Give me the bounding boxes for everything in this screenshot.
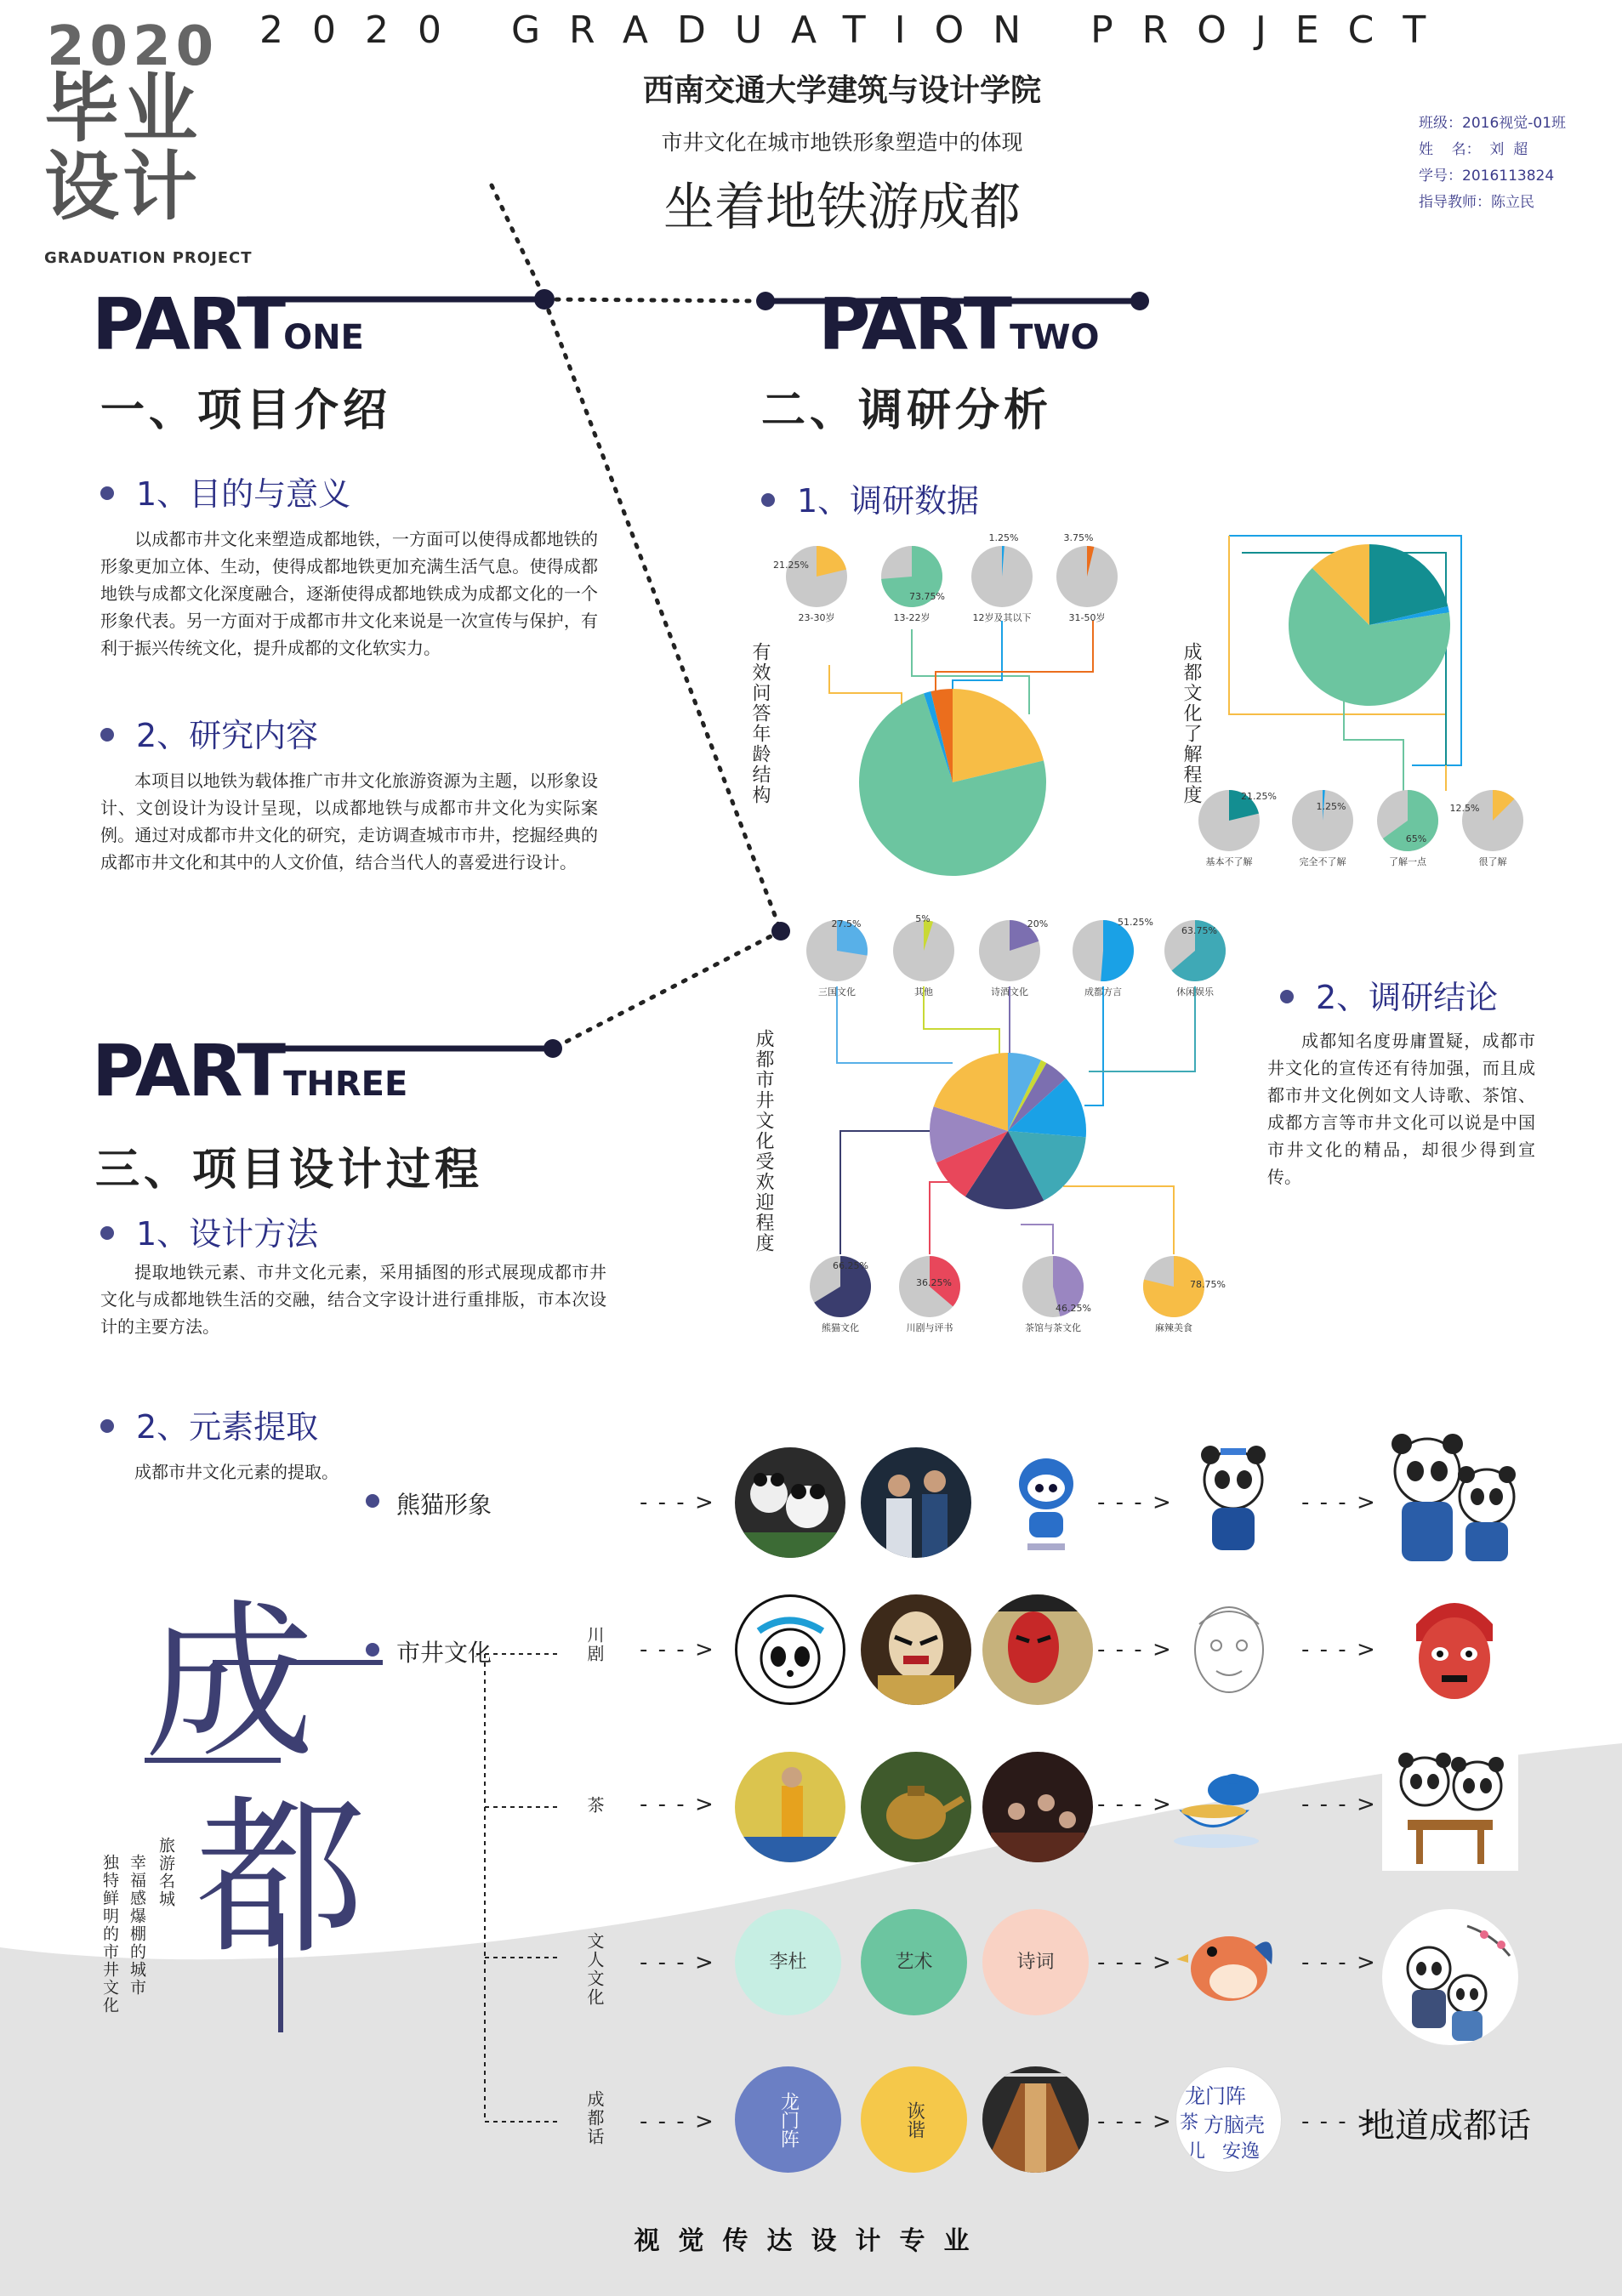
age-value-label-1: 73.75% (909, 591, 945, 602)
logo-subtitle: GRADUATION PROJECT (44, 249, 253, 267)
dialect-word-anyi: 安逸 (1222, 2141, 1261, 2162)
popularity-value-label-0: 27.5% (831, 918, 862, 929)
graduation-title: 2020 GRADUATION PROJECT (259, 9, 1455, 52)
popularity-category-label-8: 麻辣美食 (1155, 1322, 1192, 1333)
logo-year: 2020 (47, 15, 219, 78)
section-research-text: 本项目以地铁为载体推广市井文化旅游资源为主题，以形象设计、文创设计为设计呈现，以成都地铁与成都市井文化为实际案例。通过对成都市井文化的研究，走访调查城市市井，挖掘经典的成都市井文化和其中的人文价值，结合当代人的喜爱进行设计。 (100, 770, 598, 872)
age-chart-title: 有效问答年龄结构 (749, 642, 771, 805)
popularity-value-label-8: 78.75% (1190, 1279, 1226, 1290)
arrow: - - - > (1301, 1792, 1377, 1817)
circle-poetry: 诗词 (982, 1909, 1089, 2015)
student-id: 学号：2016113824 (1419, 168, 1555, 185)
awareness-category-label-1: 完全不了解 (1299, 856, 1346, 867)
part-two-word: PART (818, 282, 1010, 366)
awareness-value-label-3: 12.5% (1449, 803, 1480, 814)
section-method-title: 1、设计方法 (100, 1208, 318, 1254)
awareness-category-label-3: 很了解 (1478, 856, 1507, 867)
popularity-category-label-0: 三国文化 (818, 986, 856, 997)
arrow: - - - > (1301, 2109, 1377, 2134)
section-extraction-title: 2、元素提取 (100, 1401, 318, 1447)
arrow: - - - > (1097, 1637, 1173, 1662)
chengdu-char-1: 成 (145, 1584, 316, 1782)
awareness-value-label-0: 21.25% (1241, 791, 1277, 802)
project-title: 坐着地铁游成都 (663, 178, 1021, 237)
dialect-word-longmenzhen: 龙门阵 (1185, 2084, 1246, 2108)
section-conclusion-text: 成都知名度毋庸置疑，成都市井文化的宣传还有待加强，而且成都市井文化例如文人诗歌、茶馆、成都方言等市井文化可以说是中国市井文化的精品，却很少得到宣传。 (1267, 1031, 1535, 1187)
popularity-value-label-5: 66.25% (833, 1260, 868, 1271)
arrow: - - - > (640, 1490, 715, 1515)
circle-lidu: 李杜 (735, 1909, 841, 2015)
popularity-category-label-4: 休闲娱乐 (1176, 986, 1214, 997)
arrow: - - - > (640, 2109, 715, 2134)
awareness-category-label-2: 了解一点 (1389, 856, 1426, 867)
name-info: 姓 名： 刘 超 (1419, 141, 1528, 158)
age-value-label-2: 1.25% (988, 532, 1019, 543)
label-panda: 熊猫形象 (396, 1491, 492, 1519)
popularity-category-label-2: 诗酒文化 (991, 986, 1028, 997)
section-research-title: 2、研究内容 (100, 709, 318, 756)
age-category-label-1: 13-22岁 (893, 612, 931, 623)
popularity-category-label-5: 熊猫文化 (822, 1322, 859, 1333)
part-one-number: ONE (283, 318, 364, 357)
chengdu-slogan-2: 幸福感爆棚的城市 (128, 1854, 146, 1997)
part-two-number: TWO (1010, 318, 1100, 357)
popularity-value-label-1: 5% (915, 913, 931, 924)
arrow: - - - > (640, 1950, 715, 1975)
label-tea: 茶 (584, 1796, 605, 1815)
popularity-value-label-6: 36.25% (916, 1277, 952, 1288)
arrow: - - - > (1301, 1950, 1377, 1975)
popularity-category-label-7: 茶馆与茶文化 (1025, 1322, 1081, 1333)
class-info: 班级：2016视觉-01班 (1419, 115, 1567, 132)
school-name: 西南交通大学建筑与设计学院 (642, 73, 1041, 108)
part-one-title: 一、项目介绍 (100, 385, 392, 436)
arrow: - - - > (1097, 1950, 1173, 1975)
arrow: - - - > (640, 1637, 715, 1662)
age-category-label-0: 23-30岁 (798, 612, 835, 623)
popularity-category-label-1: 其他 (914, 986, 933, 997)
section-extraction-text: 成都市井文化元素的提取。 (134, 1462, 339, 1482)
section-conclusion-title: 2、调研结论 (1280, 971, 1498, 1018)
section-method-text: 提取地铁元素、市井文化元素，采用插图的形式展现成都市井文化与成都地铁生活的交融，结合文字设计进行重排版，市本次设计的主要方法。 (100, 1262, 606, 1337)
label-culture: 市井文化 (396, 1639, 492, 1667)
chengdu-slogan-3: 独特鲜明的市井文化 (100, 1854, 119, 2015)
section-purpose-text: 以成都市井文化来塑造成都地铁，一方面可以使得成都地铁的形象更加立体、生动，使得成都地铁更加充满生活气息。使得成都地铁与成都文化深度融合，逐渐使得成都地铁成为成都文化的一个形象代表。另一方面对于成都市井文化来说是一次宣传与保护，有利于振兴传统文化，提升成都的文化软实力。 (100, 529, 598, 658)
section-survey-data-title: 1、调研数据 (761, 475, 979, 521)
part-one-word: PART (92, 282, 284, 366)
popularity-value-label-3: 51.25% (1118, 917, 1153, 928)
popularity-value-label-4: 63.75% (1181, 925, 1217, 936)
part-three-title: 三、项目设计过程 (95, 1145, 484, 1196)
popularity-category-label-6: 川剧与评书 (906, 1322, 953, 1333)
awareness-category-label-0: 基本不了解 (1205, 856, 1253, 867)
dialect-word-fangnaoke: 方脑壳 (1204, 2113, 1265, 2137)
circle-art: 艺术 (861, 1909, 967, 2015)
popularity-chart-title: 成都市井文化受欢迎程度 (753, 1029, 774, 1253)
project-subtitle: 市井文化在城市地铁形象塑造中的体现 (661, 130, 1023, 155)
arrow: - - - > (640, 1792, 715, 1817)
arrow: - - - > (1301, 1490, 1377, 1515)
part-three-word: PART (92, 1029, 284, 1112)
awareness-value-label-1: 1.25% (1316, 801, 1346, 812)
section-purpose-title: 1、目的与意义 (100, 468, 350, 514)
circle-longmenzhen: 龙门阵 (735, 2066, 841, 2173)
awareness-chart-title: 成都文化了解程度 (1181, 642, 1202, 805)
label-sichuan-opera: 川剧 (584, 1626, 605, 1663)
part-three-number: THREE (283, 1065, 408, 1104)
chengdu-slogan-1: 旅游名城 (157, 1837, 175, 1908)
popularity-category-label-3: 成都方言 (1084, 986, 1122, 997)
circle-humor: 诙谐 (861, 2066, 967, 2173)
logo-title: 毕业设计 (44, 65, 202, 230)
age-value-label-0: 21.25% (773, 560, 809, 571)
arrow: - - - > (1301, 1637, 1377, 1662)
part-two-title: 二、调研分析 (761, 385, 1053, 436)
popularity-value-label-7: 46.25% (1056, 1303, 1091, 1314)
footer-major: 视觉传达设计专业 (634, 2226, 988, 2256)
awareness-value-label-2: 65% (1405, 833, 1427, 844)
age-category-label-3: 31-50岁 (1068, 612, 1106, 623)
dialect-word-cha: 茶 (1180, 2112, 1199, 2134)
label-dialect: 成都话 (584, 2090, 605, 2146)
popularity-value-label-2: 20% (1027, 918, 1049, 929)
label-literati: 文人文化 (584, 1932, 605, 2007)
arrow: - - - > (1097, 1490, 1173, 1515)
chengdu-char-2: 都 (196, 1780, 367, 1978)
dialect-word-er: 儿 (1187, 2141, 1206, 2162)
arrow: - - - > (1097, 2109, 1173, 2134)
teacher-info: 指导教师：陈立民 (1419, 194, 1534, 211)
authentic-dialect-title: 地道成都话 (1361, 2106, 1531, 2145)
age-category-label-2: 12岁及其以下 (972, 612, 1032, 623)
arrow: - - - > (1097, 1792, 1173, 1817)
age-value-label-3: 3.75% (1063, 532, 1094, 543)
